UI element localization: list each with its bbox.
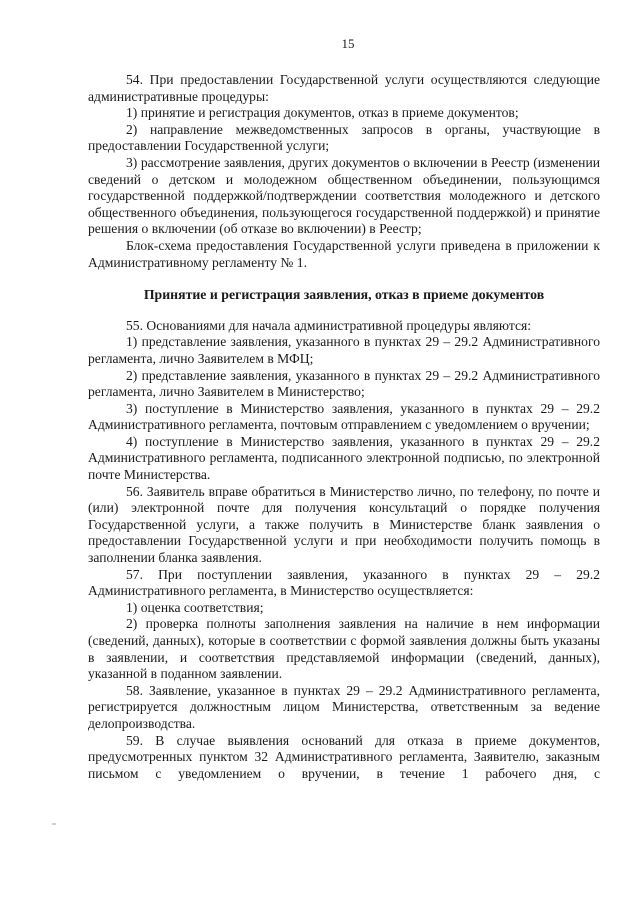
page-number: 15: [341, 36, 355, 51]
list-item-procedure-3: 3) рассмотрение заявления, других документов о включении в Реестр (изменении сведений о детском и молодежном общественном объединении, пользующимся государственной поддержкой/подтверждении соответствия молодежного и детского общественного объединения, пользующегося государственной поддержкой) и принятие решения о включении (об отказе во включении) в Реестр;: [88, 154, 600, 237]
list-item-basis-4: 4) поступление в Министерство заявления, указанного в пунктах 29 – 29.2 Административного регламента, подписанного электронной подписью, по электронной почте Министерства.: [88, 433, 600, 483]
list-item-basis-3: 3) поступление в Министерство заявления, указанного в пунктах 29 – 29.2 Административного регламента, почтовым отправлением с уведомлением о вручении;: [88, 400, 600, 433]
paragraph-54: 54. При предоставлении Государственной услуги осуществляются следующие административные процедуры:: [88, 72, 600, 104]
document-body: [88, 72, 600, 782]
paragraph-56: 56. Заявитель вправе обратиться в Министерство лично, по телефону, по почте и (или) электронной почте для получения консультаций о порядке получения Государственной услуги, а также получить в Министерстве бланк заявления о предоставлении Государственной услуги и при необходимости получить помощь в заполнении бланка заявления.: [88, 483, 600, 566]
list-item-procedure-2: 2) направление межведомственных запросов в органы, участвующие в предоставлении Государственной услуги;: [88, 121, 600, 154]
margin-mark: [52, 823, 56, 825]
list-item-check-2: 2) проверка полноты заполнения заявления на наличие в нем информации (сведений, данных), которые в соответствии с формой заявления должны быть указаны в заявлении, и соответствия представляемой информации (сведений, данных), указанной в поданном заявлении.: [88, 616, 600, 682]
list-item-basis-2: 2) представление заявления, указанного в пунктах 29 – 29.2 Административного регламента, лично Заявителем в Министерство;: [88, 367, 600, 400]
paragraph-57: 57. При поступлении заявления, указанного в пунктах 29 – 29.2 Административного регламента, в Министерство осуществляется:: [88, 566, 600, 599]
flowchart-reference: Блок-схема предоставления Государственной услуги приведена в приложении к Административному регламенту № 1.: [88, 237, 600, 270]
list-item-procedure-1: 1) принятие и регистрация документов, отказ в приеме документов;: [126, 105, 519, 121]
paragraph-58: 58. Заявление, указанное в пунктах 29 – 29.2 Административного регламента, регистрируется должностным лицом Министерства, ответственным за ведение делопроизводства.: [88, 682, 600, 731]
paragraph-59: 59. В случае выявления оснований для отказа в приеме документов, предусмотренных пунктом 32 Административного регламента, Заявителю, заказным письмом с уведомлением о вручении, в течение 1 рабочего дня, с: [88, 732, 600, 781]
section-heading: Принятие и регистрация заявления, отказ в приеме документов: [143, 287, 545, 303]
paragraph-55: 55. Основаниями для начала административной процедуры являются:: [126, 317, 532, 333]
list-item-basis-1: 1) представление заявления, указанного в пунктах 29 – 29.2 Административного регламента, лично Заявителем в МФЦ;: [88, 334, 600, 366]
list-item-check-1: 1) оценка соответствия;: [126, 599, 264, 615]
